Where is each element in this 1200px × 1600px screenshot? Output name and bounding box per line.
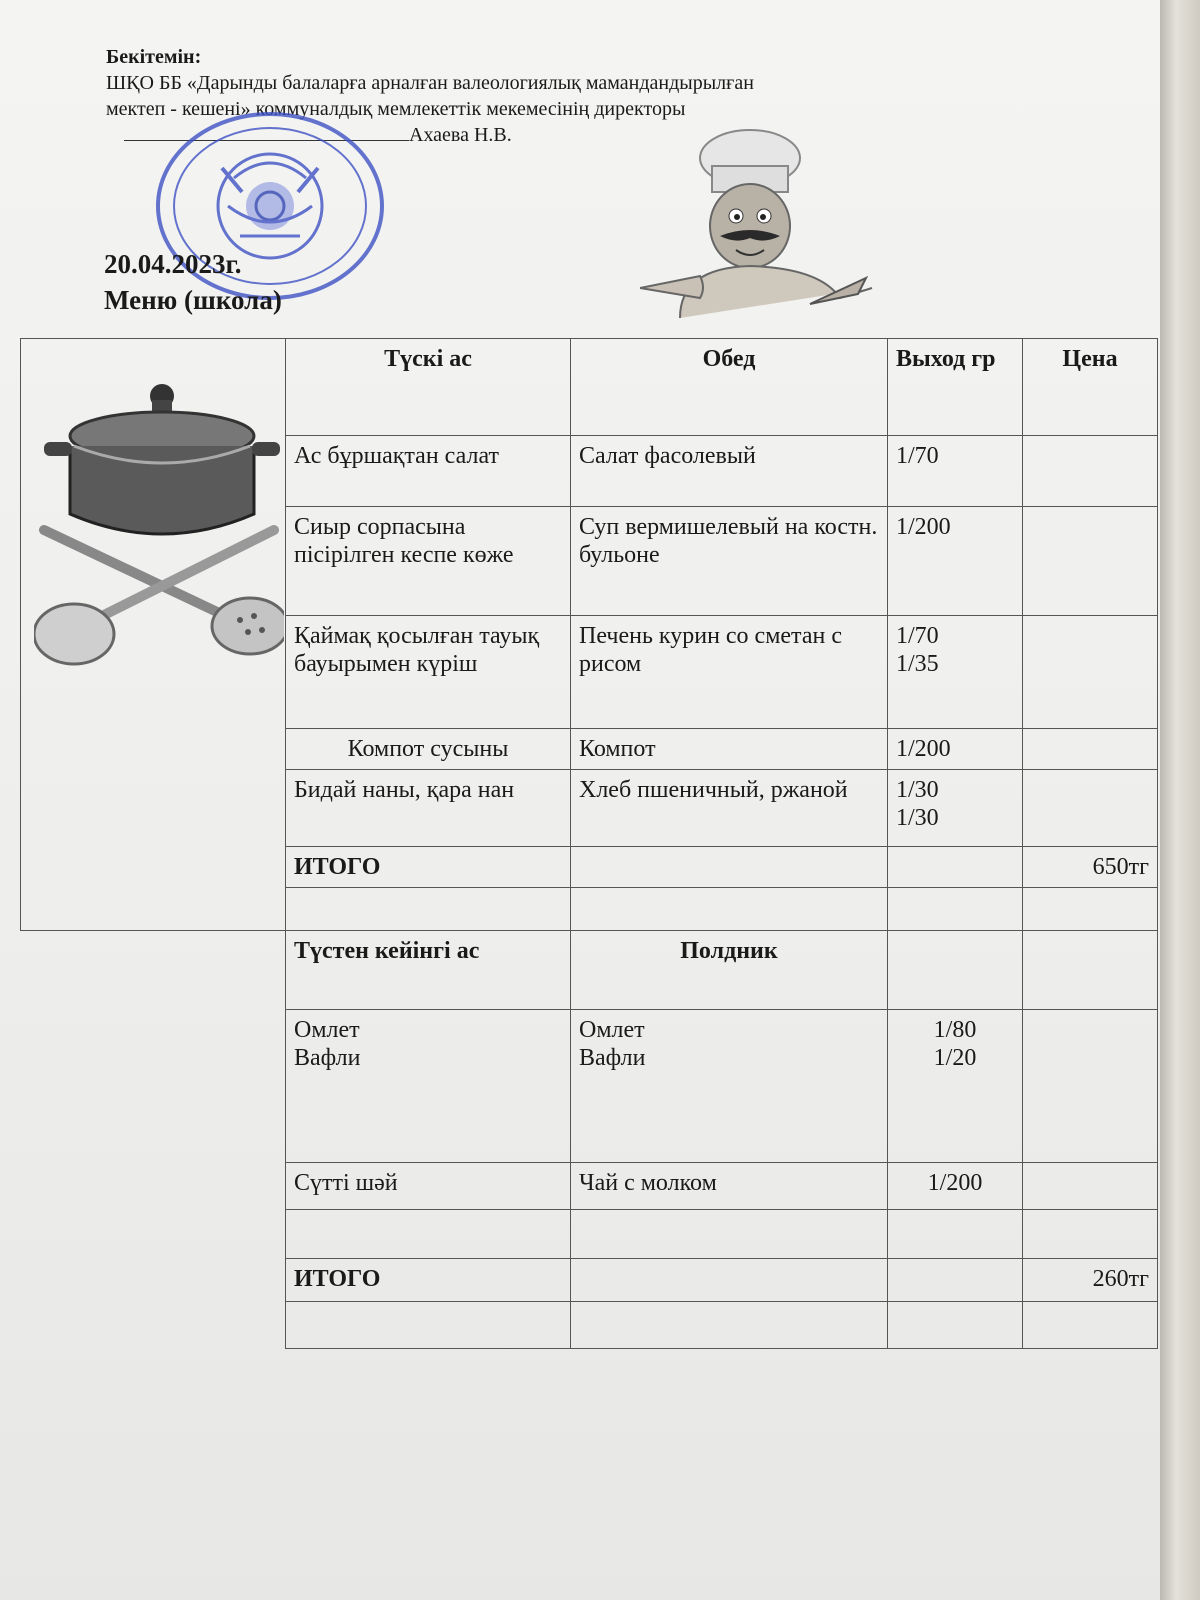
- dish-output: 1/70: [888, 436, 1023, 507]
- left-margin-cell: [21, 931, 286, 1349]
- dish-output: 1/70 1/35: [888, 616, 1023, 729]
- dish-ru: Салат фасолевый: [571, 436, 888, 507]
- institution-line-1: ШҚО ББ «Дарынды балаларға арналған валеологиялық мамандандырылған: [106, 72, 754, 94]
- dish-price: [1023, 1010, 1158, 1163]
- dish-price: [1023, 729, 1158, 770]
- dish-price: [1023, 436, 1158, 507]
- snack-total-price: 260тг: [1023, 1259, 1158, 1302]
- menu-date: 20.04.2023г.: [104, 249, 242, 279]
- empty-cell: [571, 847, 888, 888]
- menu-title: Меню (школа): [104, 285, 282, 315]
- empty-cell: [888, 847, 1023, 888]
- dish-output: 1/200: [888, 507, 1023, 616]
- dish-price: [1023, 1163, 1158, 1210]
- dish-ru: Хлеб пшеничный, ржаной: [571, 770, 888, 847]
- dish-ru: Печень курин со сметан с рисом: [571, 616, 888, 729]
- dish-ru: Чай с молком: [571, 1163, 888, 1210]
- dish-kz: Омлет Вафли: [286, 1010, 571, 1163]
- dish-output: 1/30 1/30: [888, 770, 1023, 847]
- empty-cell: [888, 931, 1023, 1010]
- dish-price: [1023, 616, 1158, 729]
- chef-illustration: [640, 128, 890, 318]
- empty-cell: [888, 1302, 1023, 1349]
- institution-line-2: мектеп - кешені» коммуналдық мемлекеттік мекемесінің директоры: [106, 98, 686, 120]
- empty-cell: [286, 1302, 571, 1349]
- dish-kz: Бидай наны, қара нан: [286, 770, 571, 847]
- dish-output: 1/200: [888, 1163, 1023, 1210]
- dish-price: [1023, 770, 1158, 847]
- dish-output: 1/80 1/20: [888, 1010, 1023, 1163]
- column-header-price: Цена: [1023, 339, 1158, 436]
- background-edge: [1160, 0, 1200, 1600]
- empty-cell: [571, 888, 888, 931]
- empty-cell: [571, 1259, 888, 1302]
- dish-ru: Компот: [571, 729, 888, 770]
- approve-label: Бекітемін:: [106, 46, 202, 68]
- empty-cell: [571, 1210, 888, 1259]
- snack-total-label: ИТОГО: [286, 1259, 571, 1302]
- menu-table: [20, 338, 1158, 1349]
- column-header-output: Выход гр: [888, 339, 1023, 436]
- lunch-total-label: ИТОГО: [286, 847, 571, 888]
- dish-kz: Сүтті шәй: [286, 1163, 571, 1210]
- dish-price: [1023, 507, 1158, 616]
- column-header-ru: Обед: [571, 339, 888, 436]
- empty-cell: [1023, 1302, 1158, 1349]
- empty-cell: [888, 1259, 1023, 1302]
- snack-header-ru: Полдник: [571, 931, 888, 1010]
- dish-ru: Омлет Вафли: [571, 1010, 888, 1163]
- dish-output: 1/200: [888, 729, 1023, 770]
- dish-kz: Компот сусыны: [286, 729, 571, 770]
- empty-cell: [1023, 931, 1158, 1010]
- snack-header-kz: Түстен кейінгі ас: [286, 931, 571, 1010]
- dish-kz: Ас бұршақтан салат: [286, 436, 571, 507]
- table-row: [21, 931, 1158, 1010]
- director-name: Ахаева Н.В.: [409, 124, 512, 146]
- column-header-kz: Түскі ас: [286, 339, 571, 436]
- empty-cell: [888, 888, 1023, 931]
- dish-ru: Суп вермишелевый на костн. бульоне: [571, 507, 888, 616]
- illustration-cell: [21, 339, 286, 931]
- dish-kz: Қаймақ қосылған тауық бауырымен күріш: [286, 616, 571, 729]
- dish-kz: Сиыр сорпасына пісірілген кеспе көже: [286, 507, 571, 616]
- empty-cell: [286, 888, 571, 931]
- empty-cell: [888, 1210, 1023, 1259]
- empty-cell: [1023, 1210, 1158, 1259]
- empty-cell: [286, 1210, 571, 1259]
- empty-cell: [571, 1302, 888, 1349]
- empty-cell: [1023, 888, 1158, 931]
- table-row: [21, 339, 1158, 436]
- lunch-total-price: 650тг: [1023, 847, 1158, 888]
